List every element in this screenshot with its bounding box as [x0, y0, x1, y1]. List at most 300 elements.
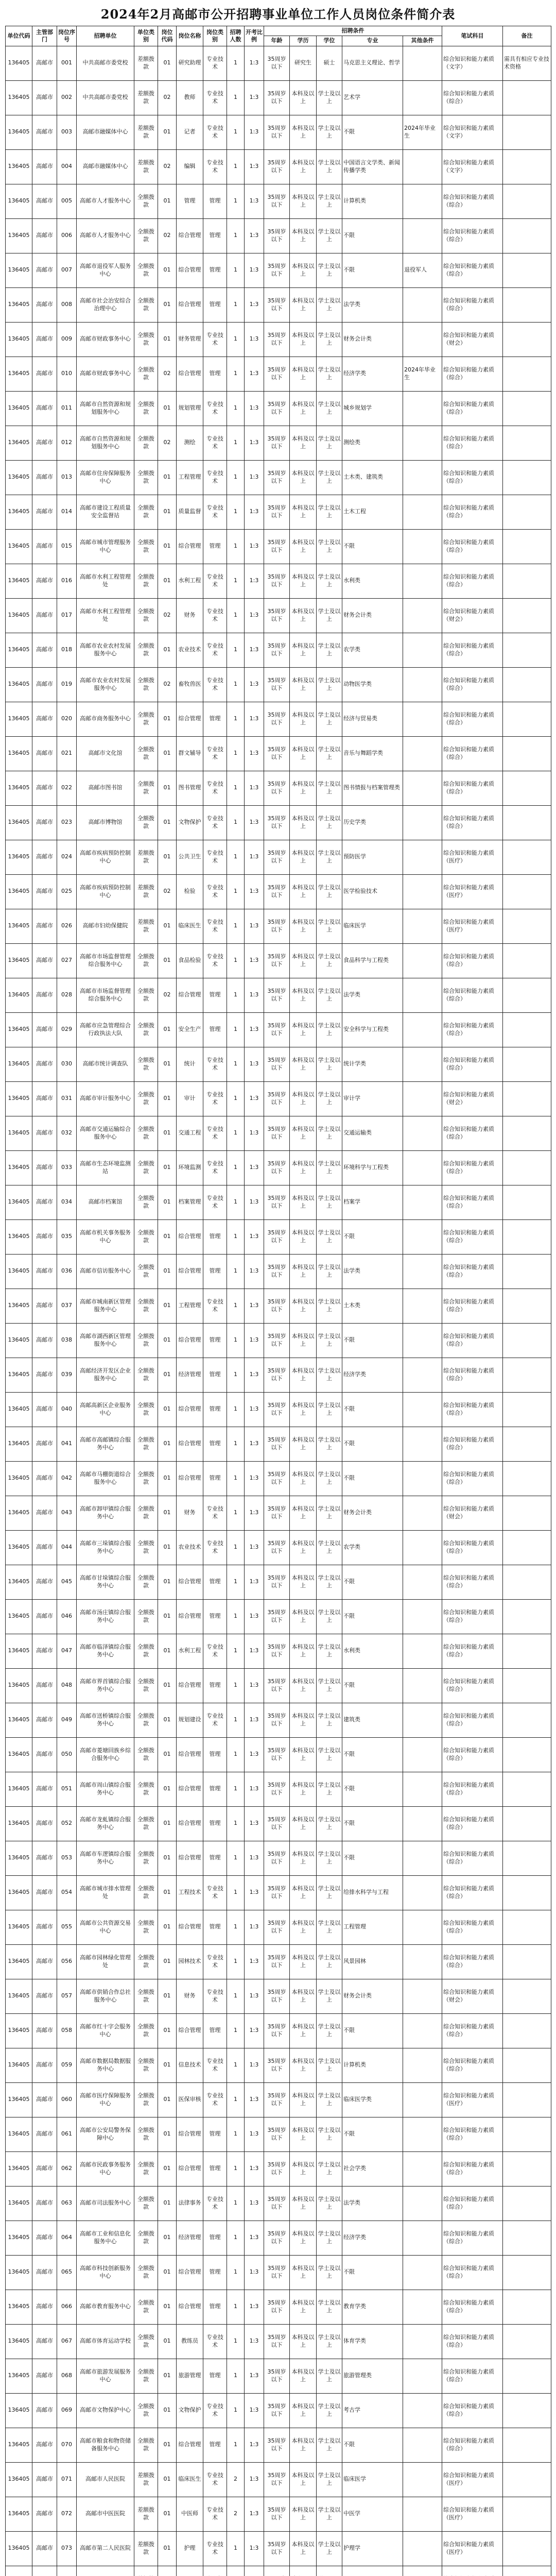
- cell-edu: 本科及以上: [290, 598, 317, 633]
- cell-other: [403, 771, 442, 805]
- cell-unit: 高邮市数据局数据服务中心: [77, 2048, 134, 2082]
- cell-degree: 学士及以上: [317, 1496, 342, 1530]
- cell-edu: 本科及以上: [290, 2290, 317, 2324]
- cell-count: 1: [227, 2013, 245, 2048]
- cell-degree: 学士及以上: [317, 115, 342, 149]
- cell-degree: 学士及以上: [317, 1116, 342, 1150]
- cell-region: 高邮市: [32, 1668, 57, 1703]
- cell-region: 高邮市: [32, 2497, 57, 2531]
- cell-remarks: [503, 702, 551, 736]
- cell-degree: 学士及以上: [317, 1944, 342, 1979]
- cell-degree: 学士及以上: [317, 1392, 342, 1427]
- cell-unit-type: 全额拨款: [134, 1772, 158, 1806]
- cell-age: 35周岁以下: [264, 2497, 290, 2531]
- cell-code: 136405: [6, 149, 32, 184]
- cell-other: [403, 495, 442, 529]
- cell-remarks: [503, 1116, 551, 1150]
- cell-post-name: 临床医生: [177, 2462, 203, 2497]
- cell-edu: 本科及以上: [290, 2324, 317, 2359]
- cell-age: 35周岁以下: [264, 2393, 290, 2428]
- cell-remarks: [503, 2117, 551, 2151]
- cell-degree: 学士及以上: [317, 80, 342, 115]
- cell-count: 1: [227, 2359, 245, 2393]
- cell-unit-type: 全额拨款: [134, 426, 158, 460]
- cell-open-ratio: 1:3: [245, 598, 264, 633]
- cell-count: 1: [227, 1979, 245, 2013]
- cell-edu: 本科及以上: [290, 1012, 317, 1047]
- cell-unit: 高邮市城南新区管理服务中心: [77, 1289, 134, 1323]
- table-row: [6, 1599, 551, 1634]
- cell-seq: 055: [57, 1910, 77, 1944]
- cell-edu: 本科及以上: [290, 633, 317, 667]
- cell-other: [403, 978, 442, 1012]
- table-row: [6, 80, 551, 115]
- cell-other: [403, 2324, 442, 2359]
- cell-post-code: 01: [158, 115, 177, 149]
- cell-seq: 072: [57, 2497, 77, 2531]
- cell-major: 图书情报与档案管理类: [342, 771, 403, 805]
- cell-post-code: 01: [158, 287, 177, 322]
- table-row: [6, 2359, 551, 2393]
- cell-exam-subject: 综合知识和能力素质（综合）: [442, 667, 503, 702]
- cell-unit-type: 差额拨款: [134, 2497, 158, 2531]
- cell-seq: 047: [57, 1634, 77, 1668]
- cell-post-code: 01: [158, 1841, 177, 1875]
- cell-open-ratio: 1:3: [245, 1944, 264, 1979]
- cell-age: 35周岁以下: [264, 495, 290, 529]
- cell-exam-subject: 综合知识和能力素质（综合）: [442, 1806, 503, 1841]
- cell-region: 高邮市: [32, 2186, 57, 2221]
- cell-degree: 学士及以上: [317, 1358, 342, 1392]
- cell-post-type: 专业技术: [203, 2048, 227, 2082]
- cell-degree: [317, 2566, 342, 2576]
- cell-other: [403, 2290, 442, 2324]
- table-row: [6, 1461, 551, 1496]
- cell-age: 35周岁以下: [264, 2221, 290, 2255]
- cell-other: [403, 1841, 442, 1875]
- cell-unit: 高邮市人才服务中心: [77, 184, 134, 218]
- cell-count: 1: [227, 1634, 245, 1668]
- cell-seq: 057: [57, 1979, 77, 2013]
- cell-edu: 本科及以上: [290, 2186, 317, 2221]
- cell-open-ratio: 1:3: [245, 2013, 264, 2048]
- cell-open-ratio: 1:3: [245, 460, 264, 495]
- cell-seq: 043: [57, 1496, 77, 1530]
- cell-post-code: 01: [158, 1668, 177, 1703]
- cell-major: 不限: [342, 2428, 403, 2462]
- cell-count: 1: [227, 874, 245, 909]
- cell-degree: 学士及以上: [317, 909, 342, 943]
- table-row: [6, 598, 551, 633]
- cell-seq: 004: [57, 149, 77, 184]
- cell-post-type: 管理: [203, 253, 227, 287]
- cell-seq: 069: [57, 2393, 77, 2428]
- cell-post-name: 综合管理: [177, 1565, 203, 1599]
- cell-major: 不限: [342, 2117, 403, 2151]
- cell-unit: 高邮市旅游发展服务中心: [77, 2359, 134, 2393]
- cell-major: 经济学类: [342, 1358, 403, 1392]
- cell-post-code: 01: [158, 460, 177, 495]
- cell-other: [403, 1323, 442, 1358]
- cell-open-ratio: [245, 2566, 264, 2576]
- cell-seq: 016: [57, 564, 77, 598]
- cell-edu: 本科及以上: [290, 1254, 317, 1289]
- cell-code: 136405: [6, 1012, 32, 1047]
- cell-post-name: 综合管理: [177, 1323, 203, 1358]
- cell-unit: 高邮市科技创新服务中心: [77, 2255, 134, 2290]
- cell-major: 食品科学与工程类: [342, 943, 403, 978]
- cell-remarks: [503, 1703, 551, 1737]
- cell-post-type: 专业技术: [203, 1116, 227, 1150]
- cell-count: 1: [227, 1254, 245, 1289]
- cell-unit-type: 全额拨款: [134, 1392, 158, 1427]
- cell-major: 土木类: [342, 1289, 403, 1323]
- cell-major: 不限: [342, 1737, 403, 1772]
- cell-other: [403, 80, 442, 115]
- cell-other: [403, 874, 442, 909]
- cell-open-ratio: 1:3: [245, 1012, 264, 1047]
- cell-open-ratio: 1:3: [245, 1875, 264, 1910]
- cell-unit: 高邮市教育服务中心: [77, 2290, 134, 2324]
- cell-exam-subject: 综合知识和能力素质（综合）: [442, 2186, 503, 2221]
- cell-age: 35周岁以下: [264, 115, 290, 149]
- cell-post-type: 专业技术: [203, 564, 227, 598]
- cell-unit-type: 全额拨款: [134, 1703, 158, 1737]
- cell-edu: 本科及以上: [290, 1358, 317, 1392]
- cell-exam-subject: 综合知识和能力素质（综合）: [442, 2428, 503, 2462]
- cell-seq: 010: [57, 357, 77, 391]
- cell-edu: 本科及以上: [290, 2428, 317, 2462]
- cell-age: 35周岁以下: [264, 1772, 290, 1806]
- cell-degree: 学士及以上: [317, 1219, 342, 1254]
- table-row: [6, 1530, 551, 1565]
- cell-region: 高邮市: [32, 1150, 57, 1185]
- table-row: [6, 1565, 551, 1599]
- cell-code: 136405: [6, 1944, 32, 1979]
- cell-exam-subject: 综合知识和能力素质（综合）: [442, 978, 503, 1012]
- cell-region: 高邮市: [32, 115, 57, 149]
- table-row: [6, 2117, 551, 2151]
- cell-exam-subject: 综合知识和能力素质（综合）: [442, 1392, 503, 1427]
- cell-count: 1: [227, 460, 245, 495]
- cell-post-type: 专业技术: [203, 115, 227, 149]
- cell-major: 建筑类: [342, 1703, 403, 1737]
- cell-edu: 本科及以上: [290, 1979, 317, 2013]
- cell-degree: 学士及以上: [317, 322, 342, 357]
- cell-region: 高邮市: [32, 184, 57, 218]
- cell-remarks: [503, 2428, 551, 2462]
- cell-exam-subject: 综合知识和能力素质（综合）: [442, 943, 503, 978]
- cell-seq: 048: [57, 1668, 77, 1703]
- cell-edu: 本科及以上: [290, 805, 317, 840]
- cell-degree: 学士及以上: [317, 564, 342, 598]
- cell-remarks: [503, 2497, 551, 2531]
- cell-post-name: 财务: [177, 598, 203, 633]
- cell-region: 高邮市: [32, 80, 57, 115]
- header-major: 专业: [342, 36, 403, 46]
- cell-unit: 高邮市农业农村发展服务中心: [77, 667, 134, 702]
- cell-remarks: [503, 1254, 551, 1289]
- cell-unit-type: 全额拨款: [134, 322, 158, 357]
- cell-post-type: 管理: [203, 287, 227, 322]
- cell-age: 35周岁以下: [264, 1496, 290, 1530]
- table-row: [6, 2151, 551, 2186]
- cell-code: 136405: [6, 1772, 32, 1806]
- cell-code: 136405: [6, 2428, 32, 2462]
- header-age: 年龄: [264, 36, 290, 46]
- cell-edu: 本科及以上: [290, 1496, 317, 1530]
- cell-seq: 042: [57, 1461, 77, 1496]
- cell-edu: 本科及以上: [290, 909, 317, 943]
- cell-other: [403, 1910, 442, 1944]
- cell-post-type: 专业技术: [203, 633, 227, 667]
- cell-post-code: 01: [158, 2497, 177, 2531]
- cell-post-name: 综合管理: [177, 357, 203, 391]
- cell-unit: 高邮市民政事务服务中心: [77, 2151, 134, 2186]
- cell-open-ratio: 1:3: [245, 2117, 264, 2151]
- cell-count: 1: [227, 426, 245, 460]
- cell-remarks: [503, 1530, 551, 1565]
- cell-open-ratio: 1:3: [245, 287, 264, 322]
- cell-seq: 025: [57, 874, 77, 909]
- cell-post-name: 规划建设: [177, 1703, 203, 1737]
- cell-degree: 学士及以上: [317, 529, 342, 564]
- cell-seq: 005: [57, 184, 77, 218]
- cell-post-type: 管理: [203, 2290, 227, 2324]
- cell-age: 35周岁以下: [264, 1461, 290, 1496]
- cell-edu: 本科及以上: [290, 1047, 317, 1081]
- cell-other: [403, 2566, 442, 2576]
- cell-seq: 070: [57, 2428, 77, 2462]
- cell-post-code: 01: [158, 1496, 177, 1530]
- cell-post-type: 专业技术: [203, 149, 227, 184]
- cell-seq: 049: [57, 1703, 77, 1737]
- cell-post-code: 01: [158, 391, 177, 426]
- cell-region: 高邮市: [32, 2359, 57, 2393]
- cell-major: 经济学类: [342, 2221, 403, 2255]
- cell-open-ratio: 1:3: [245, 2221, 264, 2255]
- table-row: [6, 2393, 551, 2428]
- cell-count: 1: [227, 391, 245, 426]
- header-degree: 学位: [317, 36, 342, 46]
- cell-edu: 本科及以上: [290, 2497, 317, 2531]
- cell-open-ratio: 1:3: [245, 1565, 264, 1599]
- cell-edu: 本科及以上: [290, 115, 317, 149]
- cell-major: 不限: [342, 115, 403, 149]
- cell-open-ratio: 1:3: [245, 2082, 264, 2117]
- cell-other: [403, 46, 442, 80]
- cell-unit-type: 全额拨款: [134, 2221, 158, 2255]
- cell-major: 旅游管理类: [342, 2359, 403, 2393]
- cell-region: 高邮市: [32, 1841, 57, 1875]
- cell-seq: 036: [57, 1254, 77, 1289]
- cell-region: 高邮市: [32, 805, 57, 840]
- cell-exam-subject: 综合知识和能力素质（综合）: [442, 1358, 503, 1392]
- cell-degree: 学士及以上: [317, 1461, 342, 1496]
- cell-count: 1: [227, 2048, 245, 2082]
- cell-unit: 高邮市红十字会服务中心: [77, 2013, 134, 2048]
- cell-post-type: 管理: [203, 2151, 227, 2186]
- cell-post-code: 01: [158, 529, 177, 564]
- cell-degree: 学士及以上: [317, 2324, 342, 2359]
- table-row: [6, 218, 551, 253]
- table-row: [6, 322, 551, 357]
- cell-unit: 高邮市图书馆: [77, 771, 134, 805]
- table-row: [6, 771, 551, 805]
- cell-unit: 高邮市周山镇综合服务中心: [77, 1772, 134, 1806]
- header-region: 主管部门: [32, 26, 57, 46]
- table-row: [6, 2221, 551, 2255]
- cell-unit-type: 全额拨款: [134, 564, 158, 598]
- cell-major: 历史学类: [342, 805, 403, 840]
- table-row: [6, 1875, 551, 1910]
- cell-unit-type: 全额拨款: [134, 1737, 158, 1772]
- cell-remarks: [503, 1219, 551, 1254]
- cell-unit: 高邮市疾病预防控制中心: [77, 840, 134, 874]
- cell-age: 35周岁以下: [264, 1875, 290, 1910]
- cell-other: [403, 184, 442, 218]
- table-row: [6, 909, 551, 943]
- cell-post-type: 专业技术: [203, 1703, 227, 1737]
- cell-unit: 高邮市融媒体中心: [77, 115, 134, 149]
- cell-post-code: 01: [158, 1565, 177, 1599]
- cell-edu: 本科及以上: [290, 2359, 317, 2393]
- cell-seq: 015: [57, 529, 77, 564]
- cell-exam-subject: 综合知识和能力素质（综合）: [442, 391, 503, 426]
- cell-remarks: [503, 1081, 551, 1116]
- cell-count: 1: [227, 598, 245, 633]
- cell-edu: 本科及以上: [290, 1461, 317, 1496]
- cell-post-type: 专业技术: [203, 1634, 227, 1668]
- cell-post-type: 管理: [203, 1841, 227, 1875]
- cell-unit-type: [134, 2566, 158, 2576]
- cell-edu: 本科及以上: [290, 149, 317, 184]
- cell-other: [403, 1599, 442, 1634]
- cell-unit-type: 全额拨款: [134, 1599, 158, 1634]
- cell-code: 136405: [6, 1081, 32, 1116]
- cell-region: 高邮市: [32, 1910, 57, 1944]
- cell-post-name: 综合管理: [177, 1668, 203, 1703]
- cell-count: 1: [227, 1737, 245, 1772]
- cell-post-name: 工程管理: [177, 460, 203, 495]
- cell-degree: 学士及以上: [317, 943, 342, 978]
- cell-edu: 本科及以上: [290, 2082, 317, 2117]
- cell-code: 136405: [6, 1599, 32, 1634]
- cell-region: 高邮市: [32, 529, 57, 564]
- cell-region: 高邮市: [32, 1461, 57, 1496]
- table-row: [6, 1116, 551, 1150]
- cell-unit-type: 全额拨款: [134, 1530, 158, 1565]
- table-row: [6, 2255, 551, 2290]
- cell-region: 高邮市: [32, 633, 57, 667]
- cell-count: 1: [227, 322, 245, 357]
- cell-major: 财务会计类: [342, 598, 403, 633]
- cell-code: 136405: [6, 874, 32, 909]
- cell-edu: 本科及以上: [290, 943, 317, 978]
- cell-other: [403, 805, 442, 840]
- cell-remarks: [503, 115, 551, 149]
- cell-post-name: 编辑: [177, 149, 203, 184]
- cell-seq: [57, 2566, 77, 2576]
- cell-unit-type: 全额拨款: [134, 1047, 158, 1081]
- cell-post-code: 01: [158, 2048, 177, 2082]
- cell-open-ratio: 1:3: [245, 1530, 264, 1565]
- cell-post-type: 管理: [203, 184, 227, 218]
- cell-post-type: 专业技术: [203, 426, 227, 460]
- cell-unit-type: 全额拨款: [134, 805, 158, 840]
- cell-edu: 本科及以上: [290, 840, 317, 874]
- cell-open-ratio: 1:3: [245, 1116, 264, 1150]
- cell-post-type: 专业技术: [203, 2324, 227, 2359]
- cell-post-type: 专业技术: [203, 909, 227, 943]
- table-row: [6, 805, 551, 840]
- cell-region: 高邮市: [32, 1530, 57, 1565]
- cell-edu: 本科及以上: [290, 1806, 317, 1841]
- header-post-name: 岗位名称: [177, 26, 203, 46]
- cell-edu: 本科及以上: [290, 495, 317, 529]
- cell-code: 136405: [6, 253, 32, 287]
- cell-code: 136405: [6, 2290, 32, 2324]
- cell-count: 1: [227, 1668, 245, 1703]
- cell-degree: 学士及以上: [317, 1806, 342, 1841]
- cell-count: 1: [227, 1150, 245, 1185]
- cell-other: [403, 1116, 442, 1150]
- cell-post-name: 水利工程: [177, 1634, 203, 1668]
- cell-region: 高邮市: [32, 1427, 57, 1461]
- cell-major: 财务会计类: [342, 1979, 403, 2013]
- cell-edu: 本科及以上: [290, 184, 317, 218]
- cell-major: 城乡规划学: [342, 391, 403, 426]
- cell-unit-type: 全额拨款: [134, 1358, 158, 1392]
- cell-post-type: 专业技术: [203, 391, 227, 426]
- cell-post-code: 01: [158, 1289, 177, 1323]
- cell-age: 35周岁以下: [264, 46, 290, 80]
- cell-count: 1: [227, 2531, 245, 2566]
- cell-post-code: 01: [158, 2359, 177, 2393]
- cell-region: 高邮市: [32, 46, 57, 80]
- cell-open-ratio: 1:3: [245, 2531, 264, 2566]
- cell-remarks: [503, 1012, 551, 1047]
- cell-edu: 本科及以上: [290, 564, 317, 598]
- cell-degree: 学士及以上: [317, 633, 342, 667]
- cell-other: [403, 2428, 442, 2462]
- cell-open-ratio: 1:3: [245, 2497, 264, 2531]
- cell-unit: 高邮市审计服务中心: [77, 1081, 134, 1116]
- cell-exam-subject: 综合知识和能力素质（综合）: [442, 564, 503, 598]
- cell-major: 审计学: [342, 1081, 403, 1116]
- cell-edu: 本科及以上: [290, 667, 317, 702]
- cell-exam-subject: 综合知识和能力素质（综合）: [442, 2221, 503, 2255]
- cell-unit: 高邮市妇幼保健院: [77, 909, 134, 943]
- cell-post-type: 管理: [203, 2221, 227, 2255]
- cell-unit-type: 全额拨款: [134, 736, 158, 771]
- cell-other: [403, 1875, 442, 1910]
- cell-major: 财务会计类: [342, 1496, 403, 1530]
- cell-open-ratio: 1:3: [245, 1185, 264, 1219]
- cell-edu: 本科及以上: [290, 1841, 317, 1875]
- cell-exam-subject: 综合知识和能力素质（综合）: [442, 1772, 503, 1806]
- cell-exam-subject: 综合知识和能力素质（综合）: [442, 1323, 503, 1358]
- cell-post-code: 01: [158, 1461, 177, 1496]
- cell-open-ratio: 1:3: [245, 805, 264, 840]
- cell-open-ratio: 1:3: [245, 2255, 264, 2290]
- cell-unit: 中共高邮市委党校: [77, 46, 134, 80]
- cell-degree: 学士及以上: [317, 1634, 342, 1668]
- cell-age: 35周岁以下: [264, 2117, 290, 2151]
- cell-code: 136405: [6, 184, 32, 218]
- cell-unit-type: 全额拨款: [134, 1841, 158, 1875]
- cell-seq: 040: [57, 1392, 77, 1427]
